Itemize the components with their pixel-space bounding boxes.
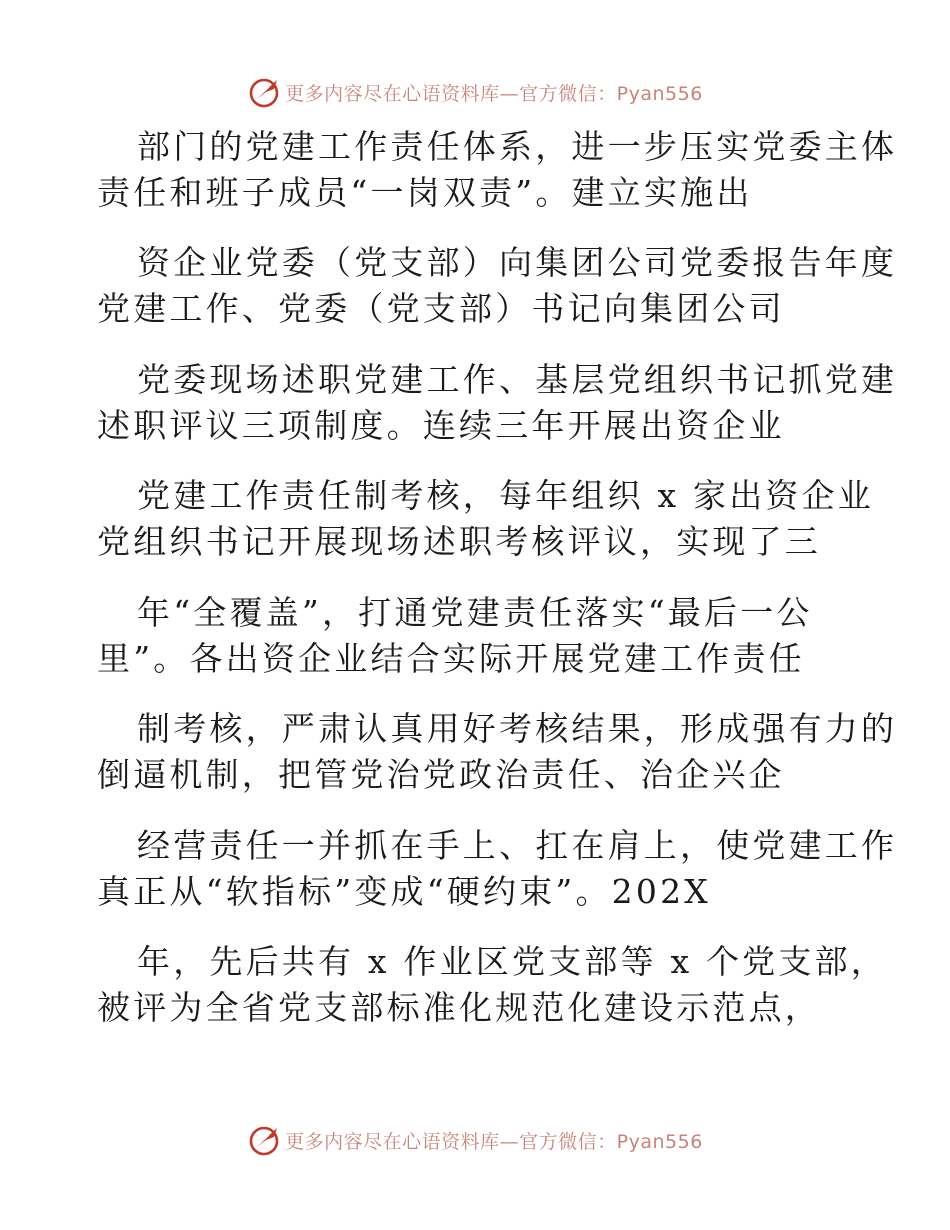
text-line: 党建工作、党委（党支部）书记向集团公司: [97, 289, 785, 328]
text-line: 制考核，严肃认真用好考核结果，形成强有力的: [137, 709, 898, 748]
text-line: 里”。各出资企业结合实际开展党建工作责任: [97, 639, 805, 678]
footer-watermark: [0, 1120, 950, 1160]
text-line: 被评为全省党支部标准化规范化建设示范点，: [97, 988, 821, 1027]
header-watermark: [0, 72, 950, 112]
text-line: 述职评议三项制度。连续三年开展出资企业: [97, 406, 785, 445]
text-line: 年，先后共有 x 作业区党支部等 x 个党支部，: [137, 942, 887, 981]
quill-logo-icon: [247, 75, 281, 109]
quill-logo-icon: [247, 1123, 281, 1157]
text-line: 责任和班子成员“一岗双责”。建立实施出: [97, 173, 753, 212]
watermark-wechat-id: Pyan556: [616, 1130, 703, 1153]
watermark-wechat-id: Pyan556: [616, 82, 703, 105]
text-line: 年“全覆盖”，打通党建责任落实“最后一公: [137, 593, 813, 632]
watermark-text: 更多内容尽在心语资料库—官方微信：: [285, 1130, 617, 1153]
text-line: 党建工作责任制考核，每年组织 x 家出资企业: [137, 476, 874, 515]
text-line: 倒逼机制，把管党治党政治责任、治企兴企: [97, 755, 785, 794]
text-line: 真正从“软指标”变成“硬约束”。202X: [97, 872, 711, 911]
text-line: 经营责任一并抓在手上、扛在肩上，使党建工作: [137, 826, 898, 865]
text-line: 党委现场述职党建工作、基层党组织书记抓党建: [137, 360, 898, 399]
text-line: 部门的党建工作责任体系，进一步压实党委主体: [137, 127, 898, 166]
text-line: 党组织书记开展现场述职考核评议，实现了三: [97, 522, 821, 561]
text-line: 资企业党委（党支部）向集团公司党委报告年度: [137, 243, 898, 282]
watermark-text: 更多内容尽在心语资料库—官方微信：: [285, 82, 617, 105]
